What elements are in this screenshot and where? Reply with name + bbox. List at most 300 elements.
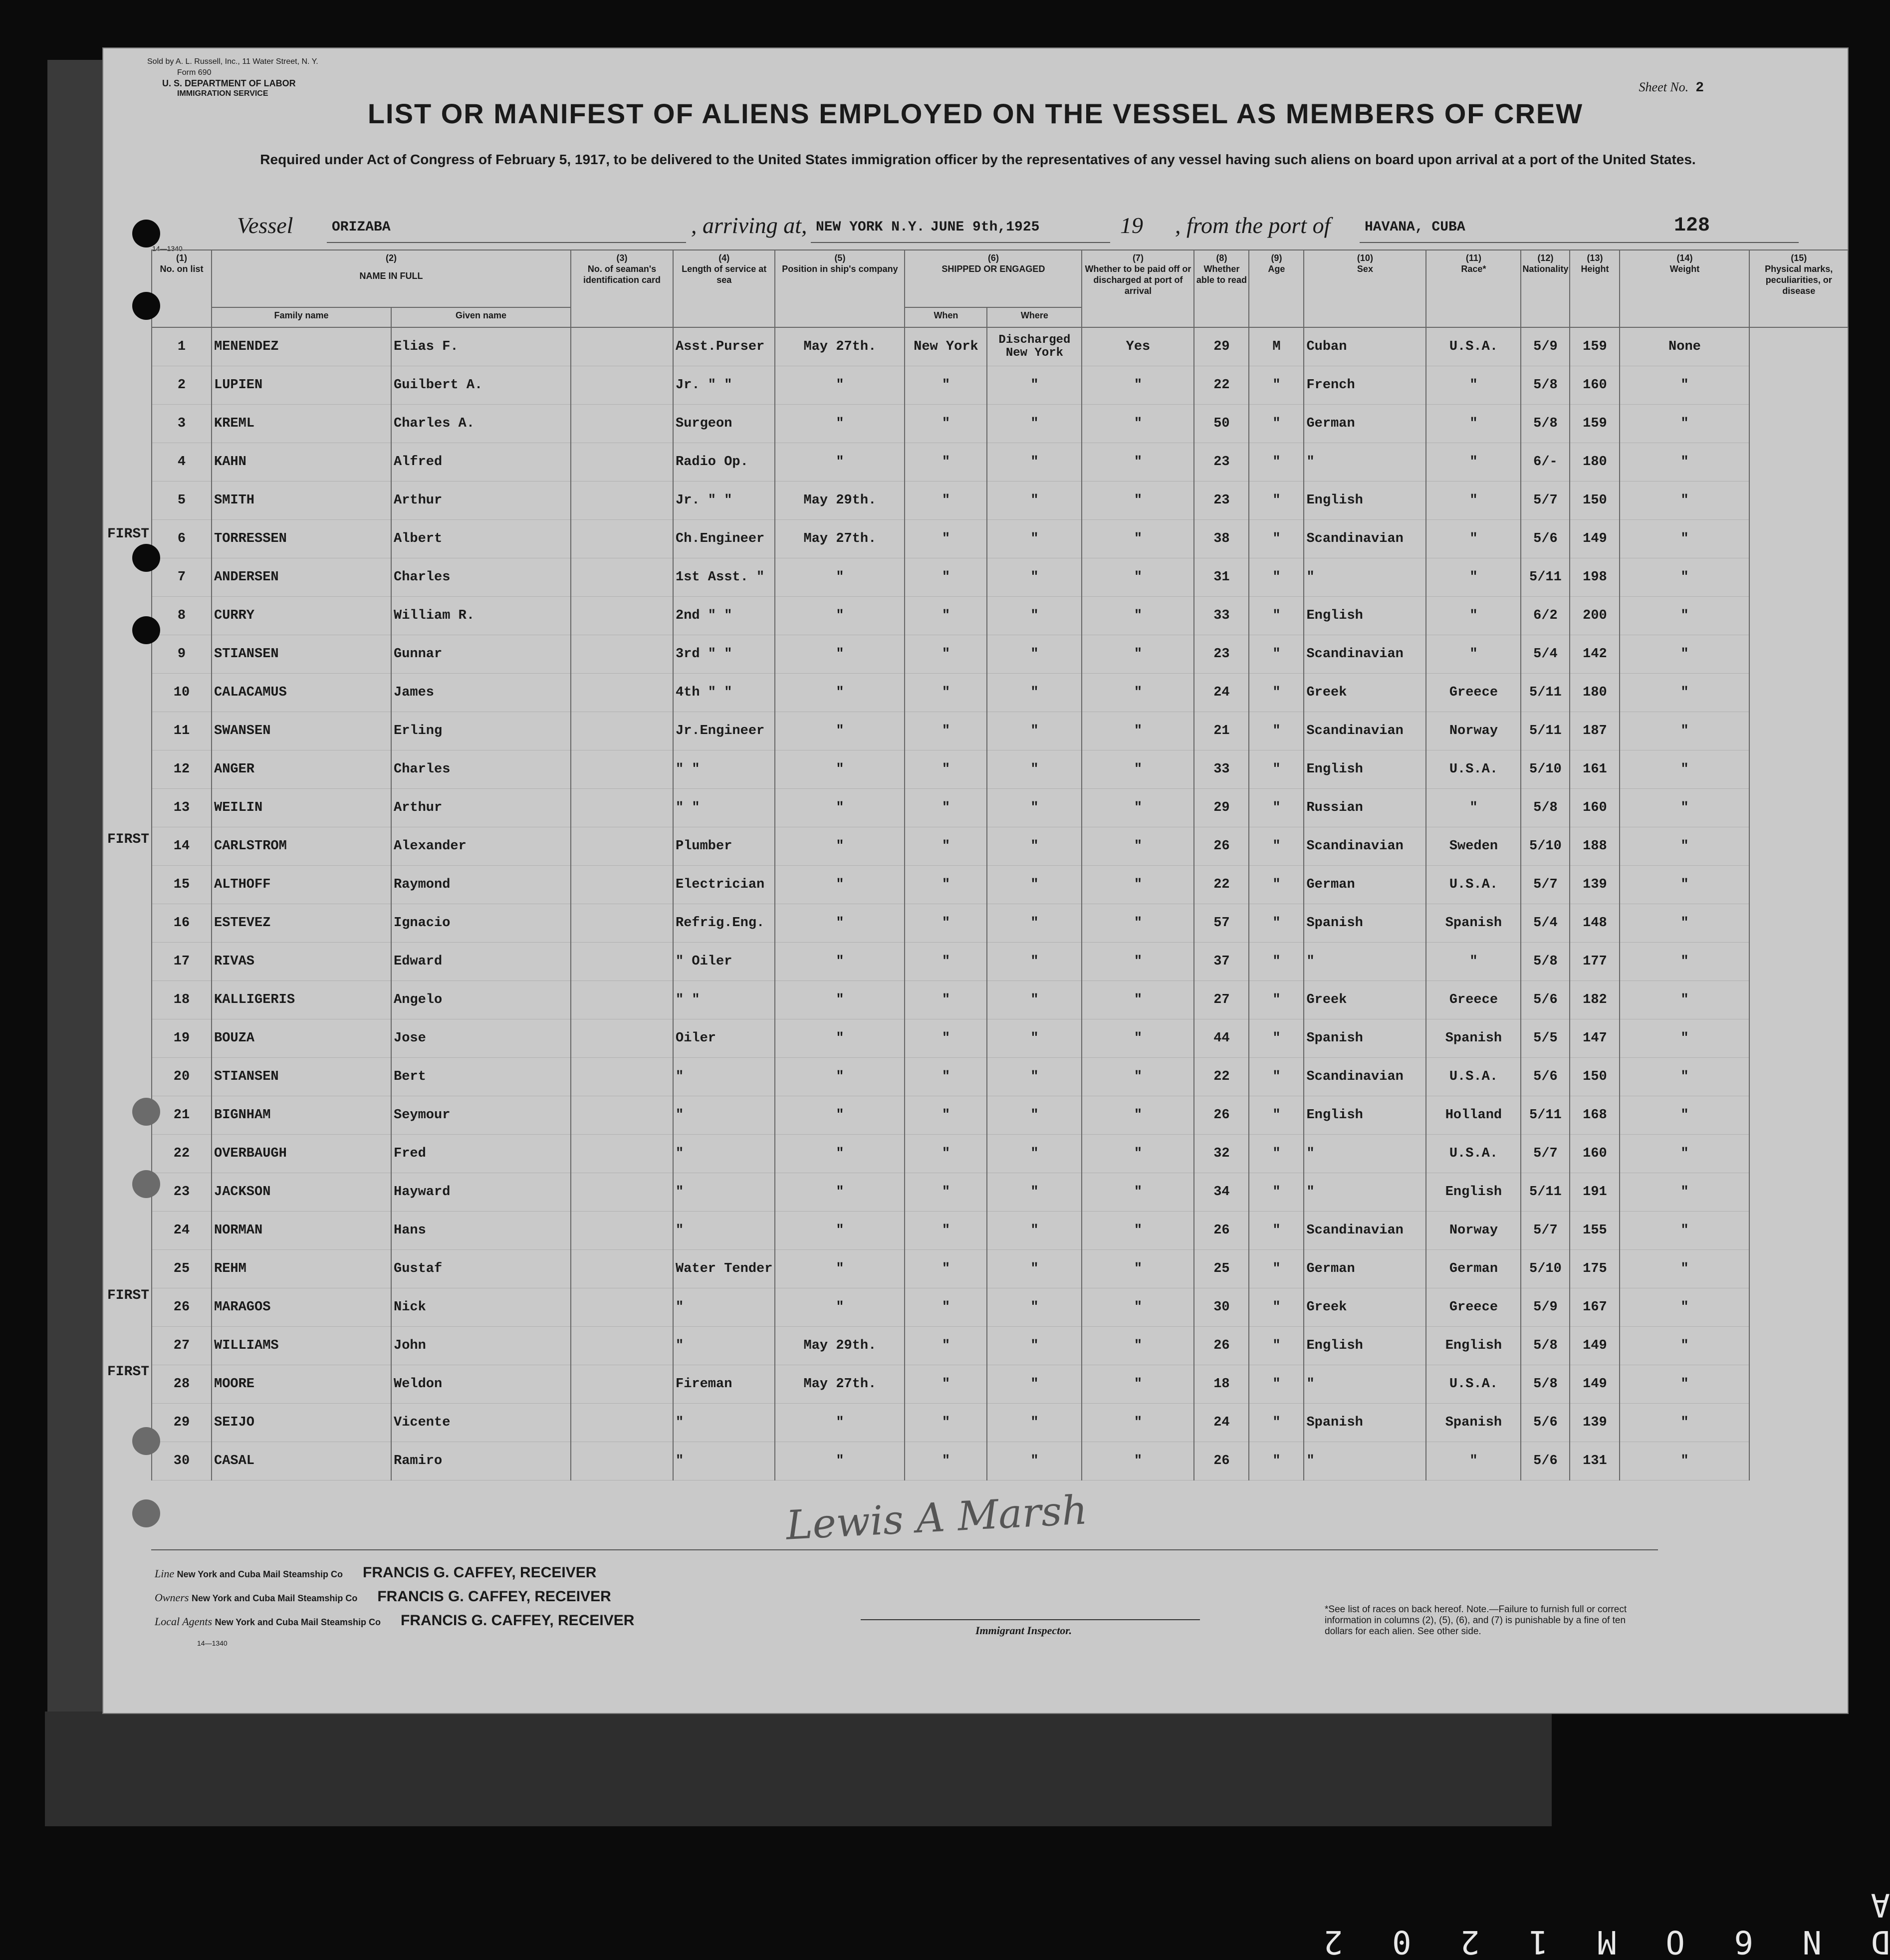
shipped-where-cell: " <box>905 750 987 789</box>
nationality-cell: Spanish <box>1426 904 1521 943</box>
race-cell: English <box>1304 597 1426 635</box>
shipped-when-cell: May 27th. <box>775 1365 905 1404</box>
id-card-cell <box>571 789 673 827</box>
arrival-date: JUNE 9th,1925 <box>931 220 1040 235</box>
family-name-cell: ESTEVEZ <box>212 904 391 943</box>
first-label-row-5: FIRST <box>107 526 150 542</box>
shipped-when-cell: " <box>775 1096 905 1135</box>
row-number-cell: 4 <box>152 443 212 482</box>
given-name-cell: James <box>391 674 571 712</box>
paid-off-cell: " <box>987 827 1082 866</box>
weight-cell: 182 <box>1570 981 1620 1019</box>
col-header-position: (5) Position in ship's company <box>775 250 905 327</box>
sex-cell: " <box>1249 1404 1304 1442</box>
table-row <box>152 1058 1848 1096</box>
position-cell: Jr.Engineer <box>673 712 775 750</box>
family-name-cell: KALLIGERIS <box>212 981 391 1019</box>
col-header-marks: (15) Physical marks, peculiarities, or disease <box>1749 250 1848 327</box>
able-to-read-cell: " <box>1082 1250 1194 1288</box>
height-cell: 6/- <box>1521 443 1570 482</box>
physical-marks-cell: " <box>1620 712 1749 750</box>
nationality-cell: Greece <box>1426 1288 1521 1327</box>
paid-off-cell: " <box>987 712 1082 750</box>
table-row <box>152 1404 1848 1442</box>
family-name-cell: RIVAS <box>212 943 391 981</box>
nationality-cell: Sweden <box>1426 827 1521 866</box>
weight-cell: 155 <box>1570 1212 1620 1250</box>
shipped-where-cell: " <box>905 1173 987 1212</box>
punch-hole <box>132 220 160 247</box>
family-name-cell: BOUZA <box>212 1019 391 1058</box>
shipped-where-cell: " <box>905 1212 987 1250</box>
weight-cell: 167 <box>1570 1288 1620 1327</box>
punch-hole <box>132 544 160 572</box>
col-header-read: (8) Whether able to read <box>1194 250 1249 327</box>
vessel-underline <box>327 242 686 243</box>
table-row <box>152 1442 1848 1480</box>
table-row <box>152 1288 1848 1327</box>
row-number-cell: 2 <box>152 366 212 405</box>
height-cell: 5/8 <box>1521 366 1570 405</box>
row-number-cell: 16 <box>152 904 212 943</box>
row-number-cell: 10 <box>152 674 212 712</box>
race-cell: English <box>1304 1096 1426 1135</box>
race-cell: Greek <box>1304 674 1426 712</box>
punch-hole <box>132 1499 160 1527</box>
weight-cell: 160 <box>1570 366 1620 405</box>
height-cell: 5/6 <box>1521 1404 1570 1442</box>
paid-off-cell: " <box>987 981 1082 1019</box>
family-name-cell: LUPIEN <box>212 366 391 405</box>
paid-off-cell: " <box>987 1442 1082 1480</box>
punch-hole <box>132 616 160 644</box>
row-number-cell: 9 <box>152 635 212 674</box>
sex-cell: " <box>1249 750 1304 789</box>
position-cell: Ch.Engineer <box>673 520 775 558</box>
shipped-where-cell: " <box>905 712 987 750</box>
race-cell: English <box>1304 750 1426 789</box>
family-name-cell: JACKSON <box>212 1173 391 1212</box>
physical-marks-cell: " <box>1620 1019 1749 1058</box>
given-name-cell: Guilbert A. <box>391 366 571 405</box>
row-number-cell: 29 <box>152 1404 212 1442</box>
table-row <box>152 558 1848 597</box>
position-cell: Oiler <box>673 1019 775 1058</box>
weight-cell: 150 <box>1570 482 1620 520</box>
row-number-cell: 6 <box>152 520 212 558</box>
height-cell: 5/11 <box>1521 558 1570 597</box>
bottom-bleed <box>45 1712 1552 1826</box>
table-row <box>152 943 1848 981</box>
table-row <box>152 327 1848 366</box>
physical-marks-cell: " <box>1620 943 1749 981</box>
paid-off-cell: " <box>987 635 1082 674</box>
id-card-cell <box>571 866 673 904</box>
col-header-name: (2) NAME IN FULL <box>212 250 571 307</box>
nationality-cell: " <box>1426 558 1521 597</box>
shipped-where-cell: " <box>905 597 987 635</box>
shipped-when-cell: " <box>775 1404 905 1442</box>
row-number-cell: 3 <box>152 405 212 443</box>
height-cell: 5/8 <box>1521 1365 1570 1404</box>
row-number-cell: 13 <box>152 789 212 827</box>
paid-off-cell: " <box>987 1404 1082 1442</box>
shipped-when-cell: May 27th. <box>775 520 905 558</box>
height-cell: 5/6 <box>1521 1442 1570 1480</box>
sex-cell: " <box>1249 827 1304 866</box>
given-name-cell: Alfred <box>391 443 571 482</box>
family-name-cell: WEILIN <box>212 789 391 827</box>
race-cell: Spanish <box>1304 1019 1426 1058</box>
able-to-read-cell: " <box>1082 1212 1194 1250</box>
physical-marks-cell: " <box>1620 597 1749 635</box>
nationality-cell: " <box>1426 443 1521 482</box>
row-number-cell: 7 <box>152 558 212 597</box>
sex-cell: " <box>1249 1327 1304 1365</box>
height-cell: 5/6 <box>1521 981 1570 1019</box>
age-cell: 26 <box>1194 1096 1249 1135</box>
footer-agents: Local Agents New York and Cuba Mail Steamship Co FRANCIS G. CAFFEY, RECEIVER <box>155 1612 635 1629</box>
sex-cell: " <box>1249 443 1304 482</box>
col-header-age: (9) Age <box>1249 250 1304 327</box>
shipped-when-cell: " <box>775 1288 905 1327</box>
shipped-when-cell: " <box>775 712 905 750</box>
shipped-where-cell: " <box>905 558 987 597</box>
given-name-cell: Alexander <box>391 827 571 866</box>
arriving-port: NEW YORK N.Y. <box>816 220 925 235</box>
weight-cell: 180 <box>1570 443 1620 482</box>
vessel-label: Vessel <box>237 213 293 238</box>
row-number-cell: 8 <box>152 597 212 635</box>
nationality-cell: " <box>1426 635 1521 674</box>
given-name-cell: Gustaf <box>391 1250 571 1288</box>
position-cell: " <box>673 1212 775 1250</box>
paid-off-cell: " <box>987 520 1082 558</box>
race-cell: " <box>1304 1365 1426 1404</box>
shipped-when-cell: " <box>775 981 905 1019</box>
id-card-cell <box>571 1327 673 1365</box>
age-cell: 24 <box>1194 1404 1249 1442</box>
position-cell: Refrig.Eng. <box>673 904 775 943</box>
height-cell: 6/2 <box>1521 597 1570 635</box>
id-card-cell <box>571 1442 673 1480</box>
table-row <box>152 981 1848 1019</box>
id-card-cell <box>571 327 673 366</box>
film-code: D N 6 O M 1 2 0 2 A <box>1308 1886 1890 1960</box>
physical-marks-cell: " <box>1620 558 1749 597</box>
inspector-signature-line <box>861 1619 1200 1620</box>
from-port: HAVANA, CUBA <box>1365 220 1465 235</box>
race-cell: Russian <box>1304 789 1426 827</box>
physical-marks-cell: " <box>1620 635 1749 674</box>
paid-off-cell: " <box>987 366 1082 405</box>
row-number-cell: 27 <box>152 1327 212 1365</box>
shipped-where-cell: " <box>905 1288 987 1327</box>
race-cell: Scandinavian <box>1304 827 1426 866</box>
weight-cell: 161 <box>1570 750 1620 789</box>
able-to-read-cell: " <box>1082 789 1194 827</box>
shipped-where-cell: " <box>905 1250 987 1288</box>
physical-marks-cell: " <box>1620 1135 1749 1173</box>
id-card-cell <box>571 635 673 674</box>
nationality-cell: " <box>1426 482 1521 520</box>
nationality-cell: U.S.A. <box>1426 1365 1521 1404</box>
position-cell: Water Tender <box>673 1250 775 1288</box>
form-code-top: 14—1340 <box>152 245 183 252</box>
family-name-cell: MENENDEZ <box>212 327 391 366</box>
able-to-read-cell: " <box>1082 482 1194 520</box>
col-header-family-name: Family name <box>212 307 391 327</box>
row-number-cell: 12 <box>152 750 212 789</box>
paid-off-cell: " <box>987 674 1082 712</box>
age-cell: 18 <box>1194 1365 1249 1404</box>
nationality-cell: U.S.A. <box>1426 327 1521 366</box>
family-name-cell: ALTHOFF <box>212 866 391 904</box>
height-cell: 5/10 <box>1521 827 1570 866</box>
row-number-cell: 14 <box>152 827 212 866</box>
able-to-read-cell: " <box>1082 827 1194 866</box>
first-label-row-13: FIRST <box>107 832 150 847</box>
family-name-cell: CASAL <box>212 1442 391 1480</box>
sex-cell: " <box>1249 904 1304 943</box>
nationality-cell: Spanish <box>1426 1019 1521 1058</box>
physical-marks-cell: " <box>1620 443 1749 482</box>
physical-marks-cell: " <box>1620 1404 1749 1442</box>
given-name-cell: Fred <box>391 1135 571 1173</box>
paid-off-cell: " <box>987 1019 1082 1058</box>
age-cell: 26 <box>1194 1212 1249 1250</box>
arriving-label: , arriving at, <box>691 213 807 238</box>
table-row <box>152 1212 1848 1250</box>
able-to-read-cell: " <box>1082 981 1194 1019</box>
race-cell: Spanish <box>1304 904 1426 943</box>
weight-cell: 131 <box>1570 1442 1620 1480</box>
given-name-cell: Albert <box>391 520 571 558</box>
table-row <box>152 597 1848 635</box>
race-cell: German <box>1304 1250 1426 1288</box>
row-number-cell: 20 <box>152 1058 212 1096</box>
family-name-cell: WILLIAMS <box>212 1327 391 1365</box>
family-name-cell: CARLSTROM <box>212 827 391 866</box>
position-cell: " " <box>673 750 775 789</box>
sex-cell: " <box>1249 1135 1304 1173</box>
age-cell: 34 <box>1194 1173 1249 1212</box>
department: U. S. DEPARTMENT OF LABOR <box>162 78 296 88</box>
paid-off-cell: " <box>987 904 1082 943</box>
sex-cell: " <box>1249 1058 1304 1096</box>
physical-marks-cell: " <box>1620 1288 1749 1327</box>
id-card-cell <box>571 750 673 789</box>
family-name-cell: KREML <box>212 405 391 443</box>
given-name-cell: Charles <box>391 558 571 597</box>
table-row <box>152 635 1848 674</box>
shipped-where-cell: " <box>905 1327 987 1365</box>
race-cell: German <box>1304 866 1426 904</box>
shipped-where-cell: " <box>905 674 987 712</box>
sex-cell: " <box>1249 1096 1304 1135</box>
row-number-cell: 21 <box>152 1096 212 1135</box>
table-row <box>152 1173 1848 1212</box>
height-cell: 5/7 <box>1521 1212 1570 1250</box>
from-underline <box>1360 242 1799 243</box>
height-cell: 5/8 <box>1521 405 1570 443</box>
paid-off-cell: " <box>987 1096 1082 1135</box>
weight-cell: 159 <box>1570 405 1620 443</box>
able-to-read-cell: " <box>1082 520 1194 558</box>
id-card-cell <box>571 405 673 443</box>
weight-cell: 148 <box>1570 904 1620 943</box>
age-cell: 57 <box>1194 904 1249 943</box>
nationality-cell: Spanish <box>1426 1404 1521 1442</box>
able-to-read-cell: " <box>1082 597 1194 635</box>
weight-cell: 160 <box>1570 1135 1620 1173</box>
position-cell: Radio Op. <box>673 443 775 482</box>
paid-off-cell: " <box>987 943 1082 981</box>
physical-marks-cell: " <box>1620 750 1749 789</box>
race-cell: Scandinavian <box>1304 1058 1426 1096</box>
id-card-cell <box>571 1135 673 1173</box>
row-number-cell: 1 <box>152 327 212 366</box>
position-cell: 2nd " " <box>673 597 775 635</box>
race-cell: " <box>1304 943 1426 981</box>
col-header-no: (1) No. on list <box>152 250 212 327</box>
physical-marks-cell: " <box>1620 674 1749 712</box>
shipped-when-cell: " <box>775 1058 905 1096</box>
col-header-id-card: (3) No. of seaman's identification card <box>571 250 673 327</box>
shipped-when-cell: " <box>775 827 905 866</box>
position-cell: " <box>673 1442 775 1480</box>
given-name-cell: Nick <box>391 1288 571 1327</box>
family-name-cell: SEIJO <box>212 1404 391 1442</box>
id-card-cell <box>571 1212 673 1250</box>
id-card-cell <box>571 1096 673 1135</box>
row-number-cell: 5 <box>152 482 212 520</box>
row-number-cell: 15 <box>152 866 212 904</box>
able-to-read-cell: " <box>1082 1173 1194 1212</box>
family-name-cell: BIGNHAM <box>212 1096 391 1135</box>
nationality-cell: Greece <box>1426 981 1521 1019</box>
shipped-where-cell: " <box>905 904 987 943</box>
race-cell: Greek <box>1304 1288 1426 1327</box>
able-to-read-cell: " <box>1082 1096 1194 1135</box>
table-row <box>152 866 1848 904</box>
shipped-where-cell: " <box>905 366 987 405</box>
form-number: Form 690 <box>177 68 212 77</box>
height-cell: 5/6 <box>1521 1058 1570 1096</box>
punch-hole <box>132 1170 160 1198</box>
shipped-where-cell: " <box>905 1096 987 1135</box>
shipped-when-cell: May 29th. <box>775 1327 905 1365</box>
shipped-when-cell: " <box>775 674 905 712</box>
inspector-label: Immigrant Inspector. <box>975 1624 1072 1637</box>
physical-marks-cell: " <box>1620 981 1749 1019</box>
age-cell: 24 <box>1194 674 1249 712</box>
page-reference: 128 <box>1674 215 1710 237</box>
punch-hole <box>132 292 160 320</box>
nationality-cell: U.S.A. <box>1426 1135 1521 1173</box>
nationality-cell: German <box>1426 1250 1521 1288</box>
given-name-cell: Arthur <box>391 789 571 827</box>
sex-cell: " <box>1249 482 1304 520</box>
position-cell: " <box>673 1404 775 1442</box>
weight-cell: 175 <box>1570 1250 1620 1288</box>
family-name-cell: TORRESSEN <box>212 520 391 558</box>
id-card-cell <box>571 1365 673 1404</box>
table-row <box>152 443 1848 482</box>
table-row <box>152 674 1848 712</box>
family-name-cell: SWANSEN <box>212 712 391 750</box>
punch-hole <box>132 1098 160 1126</box>
position-cell: " Oiler <box>673 943 775 981</box>
id-card-cell <box>571 366 673 405</box>
given-name-cell: Raymond <box>391 866 571 904</box>
able-to-read-cell: " <box>1082 1442 1194 1480</box>
age-cell: 37 <box>1194 943 1249 981</box>
nationality-cell: Norway <box>1426 1212 1521 1250</box>
weight-cell: 149 <box>1570 520 1620 558</box>
sex-cell: " <box>1249 674 1304 712</box>
race-cell: Scandinavian <box>1304 712 1426 750</box>
weight-cell: 150 <box>1570 1058 1620 1096</box>
row-number-cell: 11 <box>152 712 212 750</box>
position-cell: " <box>673 1135 775 1173</box>
given-name-cell: Ignacio <box>391 904 571 943</box>
row-number-cell: 22 <box>152 1135 212 1173</box>
paid-off-cell: " <box>987 1058 1082 1096</box>
nationality-cell: U.S.A. <box>1426 1058 1521 1096</box>
given-name-cell: Charles <box>391 750 571 789</box>
race-cell: Spanish <box>1304 1404 1426 1442</box>
able-to-read-cell: " <box>1082 443 1194 482</box>
col-header-height: (13) Height <box>1570 250 1620 327</box>
able-to-read-cell: Yes <box>1082 327 1194 366</box>
table-row <box>152 520 1848 558</box>
height-cell: 5/4 <box>1521 904 1570 943</box>
paid-off-cell: " <box>987 1365 1082 1404</box>
shipped-when-cell: " <box>775 405 905 443</box>
sex-cell: " <box>1249 712 1304 750</box>
family-name-cell: MOORE <box>212 1365 391 1404</box>
shipped-when-cell: " <box>775 597 905 635</box>
footer-owners: Owners New York and Cuba Mail Steamship Co FRANCIS G. CAFFEY, RECEIVER <box>155 1588 611 1605</box>
position-cell: " <box>673 1288 775 1327</box>
service: IMMIGRATION SERVICE <box>177 89 268 98</box>
height-cell: 5/8 <box>1521 789 1570 827</box>
age-cell: 33 <box>1194 750 1249 789</box>
shipped-when-cell: " <box>775 1135 905 1173</box>
height-cell: 5/11 <box>1521 674 1570 712</box>
age-cell: 29 <box>1194 789 1249 827</box>
row-number-cell: 17 <box>152 943 212 981</box>
nationality-cell: " <box>1426 943 1521 981</box>
position-cell: " <box>673 1173 775 1212</box>
row-number-cell: 19 <box>152 1019 212 1058</box>
able-to-read-cell: " <box>1082 1327 1194 1365</box>
row-number-cell: 28 <box>152 1365 212 1404</box>
given-name-cell: Edward <box>391 943 571 981</box>
punch-hole <box>132 1427 160 1455</box>
physical-marks-cell: " <box>1620 1173 1749 1212</box>
race-cell: Cuban <box>1304 327 1426 366</box>
nationality-cell: " <box>1426 520 1521 558</box>
weight-cell: 160 <box>1570 789 1620 827</box>
age-cell: 22 <box>1194 1058 1249 1096</box>
height-cell: 5/9 <box>1521 1288 1570 1327</box>
table-row <box>152 366 1848 405</box>
weight-cell: 177 <box>1570 943 1620 981</box>
family-name-cell: STIANSEN <box>212 635 391 674</box>
sex-cell: " <box>1249 1019 1304 1058</box>
